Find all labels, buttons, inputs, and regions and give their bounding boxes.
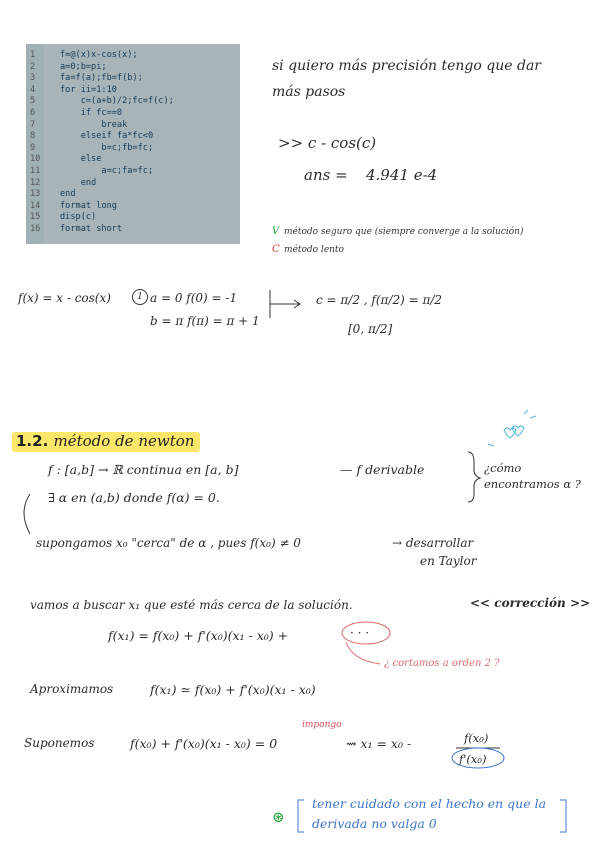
- code-line-text: if fc==0: [60, 108, 123, 118]
- newton-result: ⇝ x₁ = x₀ -: [346, 736, 412, 751]
- code-line-number: 1: [30, 50, 36, 60]
- result-numerator: f(x₀): [464, 731, 489, 745]
- taylor-dots: · · ·: [350, 626, 370, 640]
- newton-line1b: — f derivable: [340, 462, 425, 477]
- code-line-number: 16: [30, 224, 41, 234]
- newton-line1: f : [a,b] → ℝ continua en [a, b]: [48, 462, 239, 477]
- caution-line2: derivada no valga 0: [312, 816, 437, 831]
- function-definition: f(x) = x - cos(x): [18, 291, 111, 305]
- caution-mark: ⊛: [272, 808, 285, 826]
- code-line-text: a=0;b=pi;: [60, 61, 107, 72]
- result-denominator: f'(x₀): [459, 752, 487, 766]
- code-line-number: 12: [30, 177, 41, 188]
- newton-line3b: → desarrollar: [392, 536, 474, 550]
- b-line: b = π f(π) = π + 1: [150, 314, 260, 328]
- a-line: a = 0 f(0) = -1: [150, 291, 238, 305]
- cut-note: ¿ cortamos a orden 2 ?: [384, 658, 500, 669]
- code-line-number: 7: [30, 119, 36, 130]
- precision-note-line2: más pasos: [272, 84, 346, 100]
- code-line-text: for ii=1:10: [60, 84, 117, 95]
- correction-label: << corrección >>: [470, 596, 591, 610]
- taylor-expansion: f(x₁) = f(x₀) + f'(x₀)(x₁ - x₀) +: [108, 628, 289, 643]
- section-number: 1.2.: [16, 432, 49, 450]
- code-line-number: 10: [30, 154, 41, 165]
- code-line-text: disp(c): [60, 212, 97, 223]
- code-line-text: c=(a+b)/2;fc=f(c);: [60, 96, 174, 107]
- code-line-text: break: [60, 119, 128, 130]
- code-line-number: 11: [30, 166, 41, 176]
- code-line-text: elseif fa*fc<0: [60, 131, 154, 142]
- interval: [0, π/2]: [348, 322, 393, 336]
- code-line-text: end: [60, 177, 97, 188]
- newton-line2: ∃ α en (a,b) donde f(α) = 0.: [48, 490, 220, 505]
- code-line-number: 3: [30, 73, 36, 84]
- newton-line3: supongamos x₀ "cerca" de α , pues f(x₀) ≠ 0: [36, 536, 301, 550]
- code-line-text: fa=f(a);fb=f(b);: [60, 73, 143, 84]
- code-line-number: 13: [30, 189, 41, 200]
- question-note: ¿cómo encontramos α ?: [484, 461, 581, 491]
- red-note: método lento: [284, 245, 344, 255]
- command-line: >> c - cos(c): [278, 134, 377, 152]
- code-line-text: end: [60, 189, 76, 200]
- code-line-number: 14: [30, 200, 41, 211]
- suppose-equation: f(x₀) + f'(x₀)(x₁ - x₀) = 0: [130, 736, 278, 751]
- code-line-number: 4: [30, 84, 36, 95]
- step-number-circle: 1: [132, 289, 148, 305]
- c-line: c = π/2 , f(π/2) = π/2: [316, 293, 443, 307]
- code-line-text: a=c;fa=fc;: [60, 166, 154, 176]
- red-mark: C: [272, 244, 280, 255]
- suppose-label: Suponemos: [24, 736, 95, 750]
- ans-value: 4.941 e-4: [366, 166, 438, 184]
- code-line-number: 6: [30, 108, 36, 118]
- code-line-number: 5: [30, 96, 36, 107]
- green-mark: V: [272, 226, 280, 237]
- code-line-number: 2: [30, 61, 36, 72]
- code-line-text: b=c;fb=fc;: [60, 142, 154, 153]
- section-title-text: método de newton: [53, 432, 195, 450]
- approx-label: Aproximamos: [30, 682, 114, 696]
- code-line-number: 15: [30, 212, 41, 223]
- newton-line3c: en Taylor: [420, 554, 477, 568]
- code-line-text: format short: [60, 224, 123, 234]
- ans-label: ans =: [304, 166, 348, 184]
- newton-line4: vamos a buscar x₁ que esté más cerca de la solución.: [30, 598, 353, 612]
- code-line-text: else: [60, 154, 102, 165]
- green-note: método seguro que (siempre converge a la solución): [284, 227, 524, 237]
- impongo-note: impongo: [302, 720, 342, 730]
- code-line-number: 8: [30, 131, 36, 142]
- code-line-text: format long: [60, 200, 117, 211]
- code-line-text: f=@(x)x-cos(x);: [60, 50, 138, 60]
- caution-line1: tener cuidado con el hecho en que la: [312, 796, 547, 811]
- approx-equation: f(x₁) ≃ f(x₀) + f'(x₀)(x₁ - x₀): [150, 682, 316, 697]
- precision-note-line1: si quiero más precisión tengo que dar: [272, 58, 541, 74]
- code-line-number: 9: [30, 142, 36, 153]
